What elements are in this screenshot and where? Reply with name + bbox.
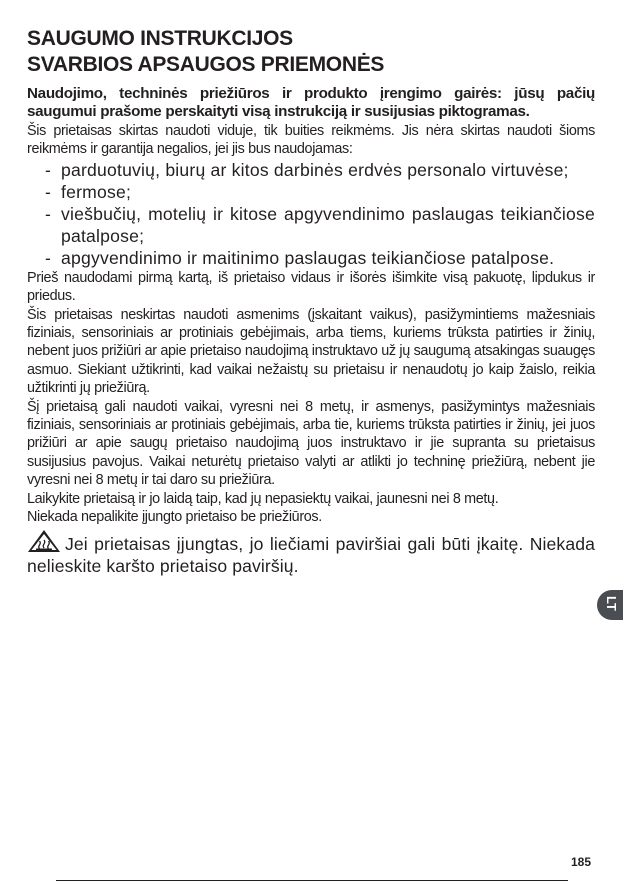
dash-marker: - xyxy=(45,247,52,268)
list-item xyxy=(27,181,595,203)
list-item-text: parduotuvių, biurų ar kitos darbinės erdvės personalo virtuvėse; xyxy=(61,159,569,180)
list-item-text: fermose; xyxy=(61,181,132,202)
list-item-text: apgyvendinimo ir maitinimo paslaugas teikiančiose patalpose. xyxy=(61,247,555,268)
list-item xyxy=(27,247,595,269)
footer-rule xyxy=(56,880,568,881)
usage-exclusion-list xyxy=(27,159,595,269)
dash-marker: - xyxy=(45,159,52,180)
language-tab xyxy=(597,590,623,620)
hot-surface-warning xyxy=(27,529,595,577)
cord-paragraph: Laikykite prietaisą ir jo laidą taip, kad jų nepasiektų vaikai, jaunesni nei 8 metų. xyxy=(27,490,499,507)
page-title xyxy=(27,26,595,78)
remove-packaging-paragraph: Prieš naudodami pirmą kartą, iš prietaiso vidaus ir išorės išimkite visą pakuotę, lipdukus ir priedus. xyxy=(27,269,595,305)
warning-text: Jei prietaisas įjungtas, jo liečiami paviršiai gali būti įkaitę. Niekada nelieskite karšto prietaiso paviršių. xyxy=(27,533,595,576)
dash-marker: - xyxy=(45,181,52,202)
unattended-paragraph: Niekada nepalikite įjungto prietaiso be priežiūros. xyxy=(27,509,322,526)
manual-page xyxy=(27,26,595,577)
list-item xyxy=(27,203,595,247)
persons-paragraph: Šis prietaisas neskirtas naudoti asmenims (įskaitant vaikus), pasižymintiems mažesniais fiziniais, sensoriniais ar protiniais gebėjimais, arba tiems, kuriems trūksta patirties ir žinių, nebent juos prižiūri ar apie prietaiso naudojimą instruktavo už jų saugumą atsakingas suaugęs asmuo. Siekiant užtikrinti, kad vaikai nežaistų su prietaisu ir nenaudotų jo kaip žaislo, reikia užtikrinti jų priežiūrą. xyxy=(27,306,595,397)
lead-paragraph: Naudojimo, techninės priežiūros ir produkto įrengimo gairės: jūsų pačių saugumui prašome perskaityti visą instrukciją ir susijusias piktogramas. xyxy=(27,85,595,120)
language-tab-label: LT xyxy=(603,596,619,611)
intro-paragraph: Šis prietaisas skirtas naudoti viduje, tik buities reikmėms. Jis nėra skirtas naudoti šioms reikmėms ir garantija negalios, jei jis bus naudojamas: xyxy=(27,123,595,158)
dash-marker: - xyxy=(45,203,52,224)
list-item xyxy=(27,159,595,181)
list-item-text: viešbučių, motelių ir kitose apgyvendinimo paslaugas teikiančiose patalpose; xyxy=(61,203,595,246)
hot-surface-warning-icon xyxy=(27,529,61,553)
page-number: 185 xyxy=(570,855,591,869)
title-line-2: SVARBIOS APSAUGOS PRIEMONĖS xyxy=(27,53,385,76)
children-paragraph: Šį prietaisą gali naudoti vaikai, vyresni nei 8 metų, ir asmenys, pasižymintys mažesniais fiziniais, sensoriniais ar protiniais gebėjimais, arba tie, kuriems trūksta patirties ir žinių, jei juos prižiūri ar apie saugų prietaiso naudojimą juos instruktavo ir jie supranta su prietaisus susijusius pavojus. Vaikai neturėtų prietaiso valyti ar atlikti jo techninę priežiūrą, nebent jie vyresni nei 8 metų ir tai daro su priežiūra. xyxy=(27,398,595,489)
title-line-1: SAUGUMO INSTRUKCIJOS xyxy=(27,27,293,50)
